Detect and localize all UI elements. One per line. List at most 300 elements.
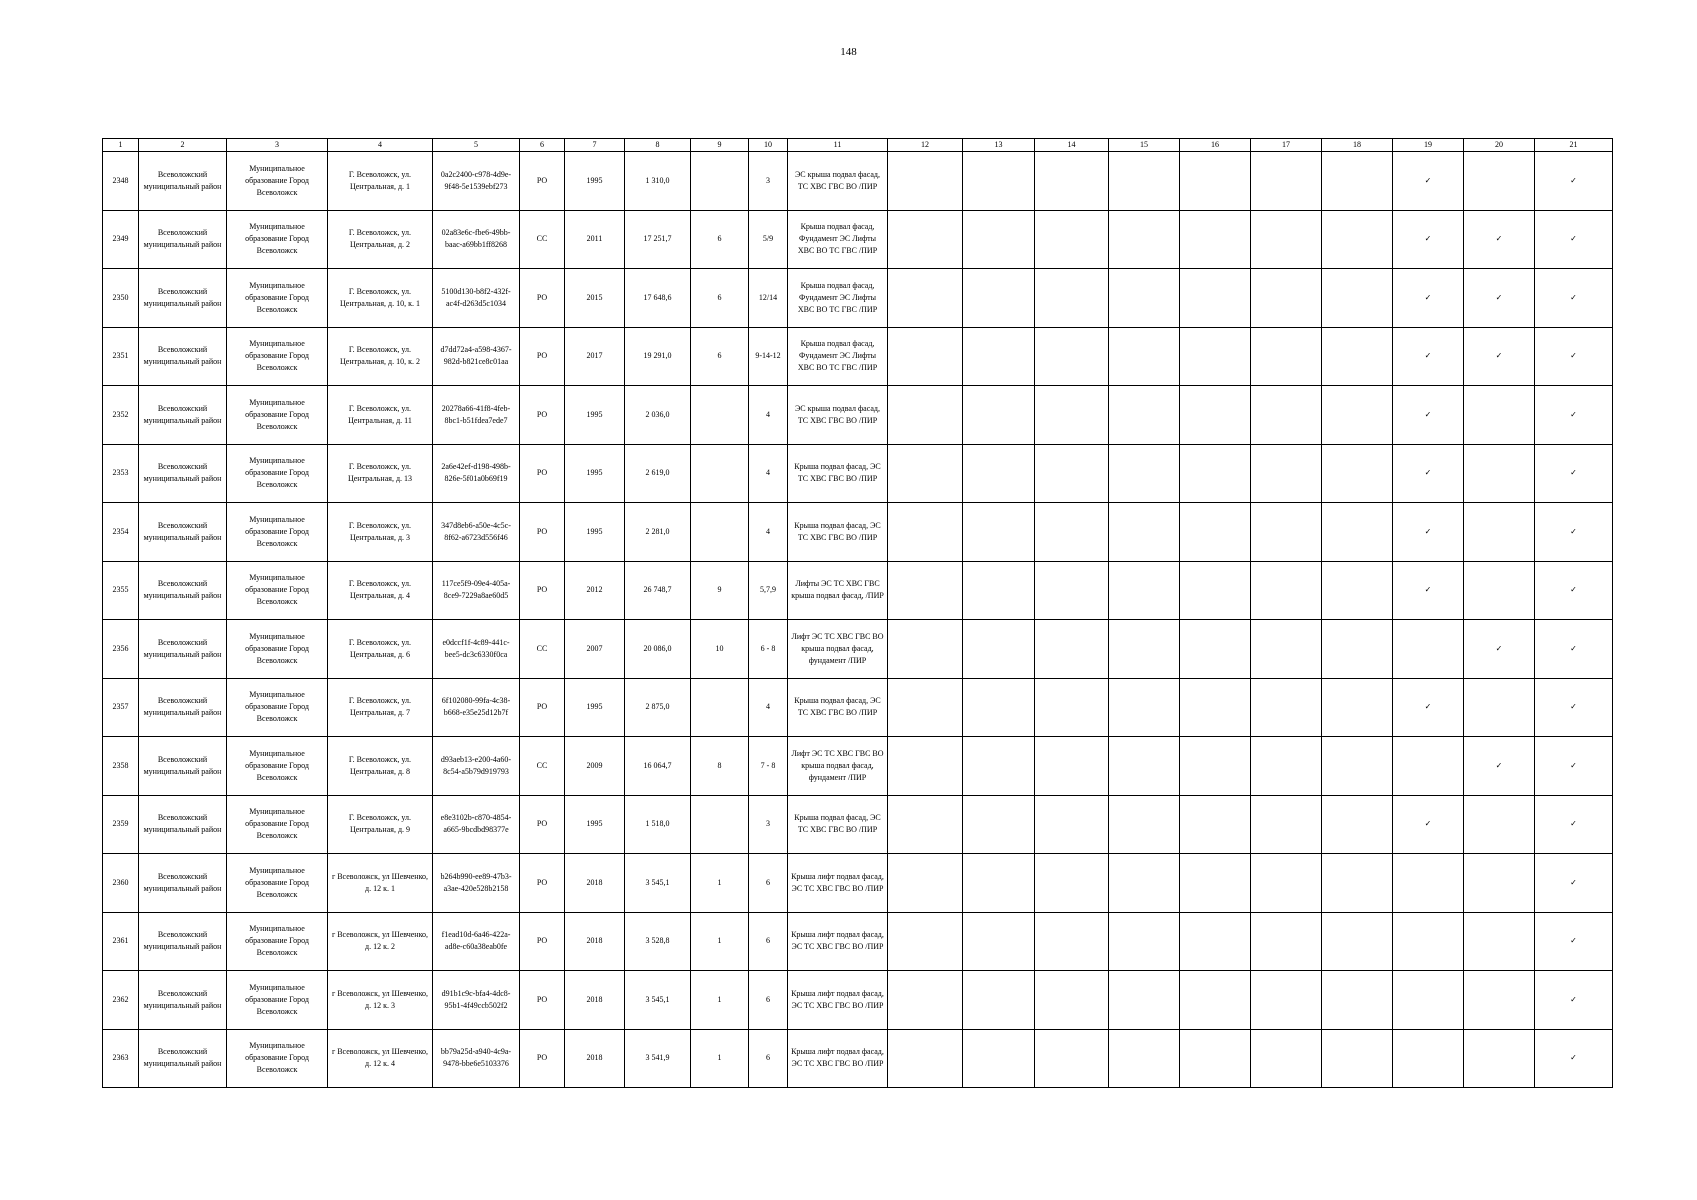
- cell-col-18: [1322, 210, 1393, 269]
- cell-col-3: Муниципальное образование Город Всеволожск: [227, 737, 328, 796]
- column-header-1: 1: [103, 139, 139, 152]
- table-row: [103, 269, 1613, 328]
- cell-col-2: Всеволожский муниципальный район: [139, 561, 227, 620]
- cell-col-4: Г. Всеволожск, ул. Центральная, д. 11: [328, 386, 433, 445]
- cell-col-19: ✓: [1393, 678, 1464, 737]
- cell-col-16: [1180, 678, 1251, 737]
- cell-col-12: [888, 152, 963, 211]
- cell-col-1: 2349: [103, 210, 139, 269]
- cell-col-16: [1180, 561, 1251, 620]
- cell-col-6: РО: [520, 386, 565, 445]
- cell-col-21: ✓: [1535, 503, 1613, 562]
- cell-col-18: [1322, 386, 1393, 445]
- cell-col-16: [1180, 503, 1251, 562]
- cell-col-4: г Всеволожск, ул Шевченко, д. 12 к. 4: [328, 1029, 433, 1088]
- cell-col-14: [1035, 737, 1109, 796]
- cell-col-11: Лифт ЭС ТС ХВС ГВС ВО крыша подвал фасад, фундамент /ПИР: [788, 620, 888, 679]
- cell-col-12: [888, 912, 963, 971]
- cell-col-14: [1035, 386, 1109, 445]
- cell-col-11: Крыша лифт подвал фасад, ЭС ТС ХВС ГВС ВО /ПИР: [788, 1029, 888, 1088]
- cell-col-12: [888, 327, 963, 386]
- cell-col-15: [1109, 561, 1180, 620]
- cell-col-18: [1322, 620, 1393, 679]
- cell-col-13: [963, 327, 1035, 386]
- cell-col-7: 2018: [565, 971, 625, 1030]
- cell-col-11: Крыша подвал фасад, Фундамент ЭС Лифты ХВС ВО ТС ГВС /ПИР: [788, 269, 888, 328]
- cell-col-10: 7 - 8: [749, 737, 788, 796]
- cell-col-7: 1995: [565, 152, 625, 211]
- cell-col-5: f1ead10d-6a46-422a-ad8e-c60a38eab0fe: [433, 912, 520, 971]
- cell-col-13: [963, 737, 1035, 796]
- cell-col-7: 2018: [565, 1029, 625, 1088]
- cell-col-19: [1393, 737, 1464, 796]
- cell-col-9: 9: [691, 561, 749, 620]
- cell-col-13: [963, 678, 1035, 737]
- cell-col-9: 6: [691, 269, 749, 328]
- cell-col-8: 1 518,0: [625, 795, 691, 854]
- cell-col-1: 2350: [103, 269, 139, 328]
- cell-col-5: d93aeb13-e200-4a60-8c54-a5b79d919793: [433, 737, 520, 796]
- cell-col-20: [1464, 386, 1535, 445]
- cell-col-21: ✓: [1535, 795, 1613, 854]
- cell-col-2: Всеволожский муниципальный район: [139, 912, 227, 971]
- cell-col-6: РО: [520, 269, 565, 328]
- cell-col-8: 2 281,0: [625, 503, 691, 562]
- cell-col-5: 347d8eb6-a50e-4c5c-8f62-a6723d556f46: [433, 503, 520, 562]
- cell-col-4: Г. Всеволожск, ул. Центральная, д. 1: [328, 152, 433, 211]
- cell-col-2: Всеволожский муниципальный район: [139, 386, 227, 445]
- cell-col-4: Г. Всеволожск, ул. Центральная, д. 10, к. 1: [328, 269, 433, 328]
- cell-col-13: [963, 912, 1035, 971]
- cell-col-1: 2361: [103, 912, 139, 971]
- cell-col-14: [1035, 152, 1109, 211]
- cell-col-18: [1322, 152, 1393, 211]
- cell-col-16: [1180, 444, 1251, 503]
- cell-col-19: ✓: [1393, 444, 1464, 503]
- cell-col-21: ✓: [1535, 737, 1613, 796]
- cell-col-17: [1251, 678, 1322, 737]
- cell-col-8: 3 528,8: [625, 912, 691, 971]
- cell-col-21: ✓: [1535, 1029, 1613, 1088]
- cell-col-3: Муниципальное образование Город Всеволожск: [227, 912, 328, 971]
- cell-col-9: 1: [691, 854, 749, 913]
- cell-col-17: [1251, 561, 1322, 620]
- cell-col-4: Г. Всеволожск, ул. Центральная, д. 4: [328, 561, 433, 620]
- cell-col-14: [1035, 795, 1109, 854]
- column-header-19: 19: [1393, 139, 1464, 152]
- cell-col-18: [1322, 971, 1393, 1030]
- cell-col-17: [1251, 503, 1322, 562]
- cell-col-5: e0dccf1f-4c89-441c-bee5-dc3c6330f0ca: [433, 620, 520, 679]
- cell-col-5: 6f102080-99fa-4c38-b668-e35e25d12b7f: [433, 678, 520, 737]
- cell-col-4: Г. Всеволожск, ул. Центральная, д. 3: [328, 503, 433, 562]
- cell-col-13: [963, 269, 1035, 328]
- cell-col-7: 1995: [565, 503, 625, 562]
- cell-col-7: 1995: [565, 444, 625, 503]
- cell-col-8: 19 291,0: [625, 327, 691, 386]
- cell-col-10: 6: [749, 912, 788, 971]
- cell-col-15: [1109, 795, 1180, 854]
- cell-col-10: 4: [749, 678, 788, 737]
- cell-col-5: 117ce5f9-09e4-405a-8ce9-7229a8ae60d5: [433, 561, 520, 620]
- table-row: [103, 444, 1613, 503]
- cell-col-2: Всеволожский муниципальный район: [139, 1029, 227, 1088]
- cell-col-3: Муниципальное образование Город Всеволожск: [227, 503, 328, 562]
- column-header-7: 7: [565, 139, 625, 152]
- cell-col-17: [1251, 854, 1322, 913]
- cell-col-21: ✓: [1535, 854, 1613, 913]
- cell-col-2: Всеволожский муниципальный район: [139, 795, 227, 854]
- page-number: 148: [840, 46, 857, 58]
- cell-col-15: [1109, 152, 1180, 211]
- cell-col-11: Крыша подвал фасад, ЭС ТС ХВС ГВС ВО /ПИР: [788, 678, 888, 737]
- cell-col-6: РО: [520, 561, 565, 620]
- cell-col-8: 3 545,1: [625, 854, 691, 913]
- column-header-15: 15: [1109, 139, 1180, 152]
- cell-col-19: ✓: [1393, 269, 1464, 328]
- cell-col-6: РО: [520, 912, 565, 971]
- column-header-8: 8: [625, 139, 691, 152]
- cell-col-5: 2a6e42ef-d198-498b-826e-5f01a0b69f19: [433, 444, 520, 503]
- cell-col-6: РО: [520, 1029, 565, 1088]
- cell-col-10: 6: [749, 1029, 788, 1088]
- cell-col-4: Г. Всеволожск, ул. Центральная, д. 8: [328, 737, 433, 796]
- cell-col-7: 2007: [565, 620, 625, 679]
- cell-col-7: 2017: [565, 327, 625, 386]
- cell-col-5: d7dd72a4-a598-4367-982d-b821ce8c01aa: [433, 327, 520, 386]
- cell-col-5: 5100d130-b8f2-432f-ac4f-d263d5c1034: [433, 269, 520, 328]
- cell-col-21: ✓: [1535, 678, 1613, 737]
- column-header-10: 10: [749, 139, 788, 152]
- cell-col-18: [1322, 912, 1393, 971]
- cell-col-12: [888, 561, 963, 620]
- cell-col-14: [1035, 210, 1109, 269]
- cell-col-15: [1109, 327, 1180, 386]
- cell-col-18: [1322, 678, 1393, 737]
- cell-col-15: [1109, 444, 1180, 503]
- cell-col-4: Г. Всеволожск, ул. Центральная, д. 13: [328, 444, 433, 503]
- cell-col-9: [691, 678, 749, 737]
- cell-col-3: Муниципальное образование Город Всеволожск: [227, 386, 328, 445]
- cell-col-10: 3: [749, 795, 788, 854]
- cell-col-9: 10: [691, 620, 749, 679]
- table-row: [103, 1029, 1613, 1088]
- cell-col-16: [1180, 795, 1251, 854]
- cell-col-16: [1180, 1029, 1251, 1088]
- cell-col-6: РО: [520, 503, 565, 562]
- cell-col-20: [1464, 444, 1535, 503]
- cell-col-20: [1464, 152, 1535, 211]
- cell-col-3: Муниципальное образование Город Всеволожск: [227, 269, 328, 328]
- cell-col-11: Крыша подвал фасад, ЭС ТС ХВС ГВС ВО /ПИР: [788, 795, 888, 854]
- cell-col-18: [1322, 327, 1393, 386]
- cell-col-13: [963, 795, 1035, 854]
- table-row: [103, 386, 1613, 445]
- cell-col-17: [1251, 971, 1322, 1030]
- cell-col-3: Муниципальное образование Город Всеволожск: [227, 444, 328, 503]
- cell-col-14: [1035, 503, 1109, 562]
- cell-col-4: Г. Всеволожск, ул. Центральная, д. 10, к. 2: [328, 327, 433, 386]
- cell-col-19: [1393, 854, 1464, 913]
- cell-col-9: [691, 386, 749, 445]
- cell-col-11: Крыша лифт подвал фасад, ЭС ТС ХВС ГВС ВО /ПИР: [788, 854, 888, 913]
- cell-col-11: Крыша подвал фасад, ЭС ТС ХВС ГВС ВО /ПИР: [788, 444, 888, 503]
- cell-col-6: РО: [520, 795, 565, 854]
- cell-col-6: СС: [520, 620, 565, 679]
- table-row: [103, 210, 1613, 269]
- cell-col-8: 16 064,7: [625, 737, 691, 796]
- cell-col-12: [888, 1029, 963, 1088]
- cell-col-11: Крыша подвал фасад, Фундамент ЭС Лифты ХВС ВО ТС ГВС /ПИР: [788, 210, 888, 269]
- column-header-17: 17: [1251, 139, 1322, 152]
- cell-col-14: [1035, 854, 1109, 913]
- cell-col-7: 2018: [565, 912, 625, 971]
- cell-col-1: 2353: [103, 444, 139, 503]
- cell-col-10: 12/14: [749, 269, 788, 328]
- cell-col-14: [1035, 1029, 1109, 1088]
- cell-col-19: ✓: [1393, 210, 1464, 269]
- cell-col-17: [1251, 620, 1322, 679]
- cell-col-16: [1180, 269, 1251, 328]
- column-header-21: 21: [1535, 139, 1613, 152]
- cell-col-6: РО: [520, 327, 565, 386]
- cell-col-10: 6: [749, 854, 788, 913]
- cell-col-21: ✓: [1535, 152, 1613, 211]
- cell-col-12: [888, 210, 963, 269]
- cell-col-10: 4: [749, 444, 788, 503]
- cell-col-13: [963, 503, 1035, 562]
- cell-col-8: 2 619,0: [625, 444, 691, 503]
- cell-col-21: ✓: [1535, 912, 1613, 971]
- cell-col-9: 1: [691, 971, 749, 1030]
- cell-col-5: d91b1c9c-bfa4-4dc8-95b1-4f49ccb502f2: [433, 971, 520, 1030]
- cell-col-12: [888, 854, 963, 913]
- cell-col-3: Муниципальное образование Город Всеволожск: [227, 152, 328, 211]
- cell-col-10: 5/9: [749, 210, 788, 269]
- cell-col-17: [1251, 269, 1322, 328]
- cell-col-6: РО: [520, 971, 565, 1030]
- cell-col-11: Лифты ЭС ТС ХВС ГВС крыша подвал фасад, /ПИР: [788, 561, 888, 620]
- cell-col-15: [1109, 620, 1180, 679]
- cell-col-14: [1035, 444, 1109, 503]
- cell-col-14: [1035, 678, 1109, 737]
- cell-col-17: [1251, 1029, 1322, 1088]
- cell-col-16: [1180, 327, 1251, 386]
- cell-col-12: [888, 386, 963, 445]
- cell-col-13: [963, 620, 1035, 679]
- cell-col-10: 6: [749, 971, 788, 1030]
- cell-col-20: ✓: [1464, 269, 1535, 328]
- cell-col-13: [963, 854, 1035, 913]
- cell-col-15: [1109, 386, 1180, 445]
- column-header-2: 2: [139, 139, 227, 152]
- cell-col-7: 1995: [565, 678, 625, 737]
- cell-col-18: [1322, 854, 1393, 913]
- cell-col-4: Г. Всеволожск, ул. Центральная, д. 7: [328, 678, 433, 737]
- cell-col-3: Муниципальное образование Город Всеволожск: [227, 971, 328, 1030]
- cell-col-19: [1393, 620, 1464, 679]
- cell-col-18: [1322, 503, 1393, 562]
- cell-col-19: [1393, 912, 1464, 971]
- cell-col-7: 1995: [565, 795, 625, 854]
- cell-col-13: [963, 210, 1035, 269]
- cell-col-13: [963, 386, 1035, 445]
- cell-col-11: Крыша подвал фасад, Фундамент ЭС Лифты ХВС ВО ТС ГВС /ПИР: [788, 327, 888, 386]
- cell-col-9: [691, 444, 749, 503]
- cell-col-15: [1109, 854, 1180, 913]
- cell-col-17: [1251, 152, 1322, 211]
- cell-col-8: 1 310,0: [625, 152, 691, 211]
- cell-col-16: [1180, 386, 1251, 445]
- cell-col-3: Муниципальное образование Город Всеволожск: [227, 678, 328, 737]
- cell-col-15: [1109, 912, 1180, 971]
- table-row: [103, 678, 1613, 737]
- cell-col-12: [888, 503, 963, 562]
- cell-col-4: г Всеволожск, ул Шевченко, д. 12 к. 1: [328, 854, 433, 913]
- cell-col-21: ✓: [1535, 269, 1613, 328]
- cell-col-9: [691, 795, 749, 854]
- cell-col-10: 6 - 8: [749, 620, 788, 679]
- cell-col-3: Муниципальное образование Город Всеволожск: [227, 561, 328, 620]
- cell-col-17: [1251, 912, 1322, 971]
- column-header-4: 4: [328, 139, 433, 152]
- cell-col-17: [1251, 327, 1322, 386]
- cell-col-20: ✓: [1464, 737, 1535, 796]
- cell-col-18: [1322, 737, 1393, 796]
- table-row: [103, 152, 1613, 211]
- cell-col-1: 2352: [103, 386, 139, 445]
- cell-col-5: e8e3102b-c870-4854-a665-9bcdbd98377e: [433, 795, 520, 854]
- cell-col-14: [1035, 327, 1109, 386]
- cell-col-5: 02a83e6c-fbe6-49bb-baac-a69bb1ff8268: [433, 210, 520, 269]
- cell-col-15: [1109, 210, 1180, 269]
- cell-col-8: 26 748,7: [625, 561, 691, 620]
- cell-col-9: 6: [691, 210, 749, 269]
- table-row: [103, 971, 1613, 1030]
- cell-col-3: Муниципальное образование Город Всеволожск: [227, 1029, 328, 1088]
- cell-col-17: [1251, 210, 1322, 269]
- table-row: [103, 503, 1613, 562]
- cell-col-1: 2348: [103, 152, 139, 211]
- cell-col-16: [1180, 737, 1251, 796]
- cell-col-1: 2359: [103, 795, 139, 854]
- cell-col-21: ✓: [1535, 386, 1613, 445]
- cell-col-13: [963, 1029, 1035, 1088]
- cell-col-8: 3 545,1: [625, 971, 691, 1030]
- cell-col-1: 2363: [103, 1029, 139, 1088]
- cell-col-3: Муниципальное образование Город Всеволожск: [227, 795, 328, 854]
- cell-col-6: РО: [520, 444, 565, 503]
- cell-col-11: Крыша подвал фасад, ЭС ТС ХВС ГВС ВО /ПИР: [788, 503, 888, 562]
- cell-col-14: [1035, 971, 1109, 1030]
- table-row: [103, 327, 1613, 386]
- cell-col-15: [1109, 503, 1180, 562]
- cell-col-7: 2011: [565, 210, 625, 269]
- table-row: [103, 854, 1613, 913]
- cell-col-19: [1393, 1029, 1464, 1088]
- column-header-16: 16: [1180, 139, 1251, 152]
- column-header-12: 12: [888, 139, 963, 152]
- cell-col-9: [691, 503, 749, 562]
- cell-col-14: [1035, 269, 1109, 328]
- cell-col-20: [1464, 971, 1535, 1030]
- cell-col-16: [1180, 971, 1251, 1030]
- cell-col-20: [1464, 912, 1535, 971]
- cell-col-2: Всеволожский муниципальный район: [139, 503, 227, 562]
- cell-col-5: b264b990-ee89-47b3-a3ae-420e528b2158: [433, 854, 520, 913]
- cell-col-11: ЭС крыша подвал фасад, ТС ХВС ГВС ВО /ПИР: [788, 386, 888, 445]
- cell-col-12: [888, 444, 963, 503]
- cell-col-8: 20 086,0: [625, 620, 691, 679]
- cell-col-20: [1464, 561, 1535, 620]
- cell-col-20: ✓: [1464, 327, 1535, 386]
- column-header-5: 5: [433, 139, 520, 152]
- cell-col-10: 9-14-12: [749, 327, 788, 386]
- cell-col-2: Всеволожский муниципальный район: [139, 269, 227, 328]
- cell-col-1: 2362: [103, 971, 139, 1030]
- cell-col-12: [888, 971, 963, 1030]
- cell-col-10: 3: [749, 152, 788, 211]
- cell-col-14: [1035, 912, 1109, 971]
- cell-col-20: [1464, 854, 1535, 913]
- cell-col-4: г Всеволожск, ул Шевченко, д. 12 к. 3: [328, 971, 433, 1030]
- cell-col-21: ✓: [1535, 444, 1613, 503]
- cell-col-3: Муниципальное образование Город Всеволожск: [227, 210, 328, 269]
- cell-col-4: Г. Всеволожск, ул. Центральная, д. 6: [328, 620, 433, 679]
- cell-col-15: [1109, 1029, 1180, 1088]
- cell-col-5: 0a2c2400-c978-4d9e-9f48-5e1539ebf273: [433, 152, 520, 211]
- cell-col-9: 8: [691, 737, 749, 796]
- cell-col-7: 2015: [565, 269, 625, 328]
- cell-col-1: 2354: [103, 503, 139, 562]
- cell-col-21: ✓: [1535, 971, 1613, 1030]
- column-header-18: 18: [1322, 139, 1393, 152]
- cell-col-9: [691, 152, 749, 211]
- cell-col-20: [1464, 1029, 1535, 1088]
- cell-col-1: 2357: [103, 678, 139, 737]
- housing-program-table: [102, 138, 1613, 1088]
- cell-col-18: [1322, 561, 1393, 620]
- cell-col-9: 6: [691, 327, 749, 386]
- cell-col-9: 1: [691, 1029, 749, 1088]
- cell-col-8: 17 251,7: [625, 210, 691, 269]
- cell-col-19: ✓: [1393, 503, 1464, 562]
- cell-col-14: [1035, 620, 1109, 679]
- cell-col-17: [1251, 386, 1322, 445]
- cell-col-4: г Всеволожск, ул Шевченко, д. 12 к. 2: [328, 912, 433, 971]
- table-body: [103, 152, 1613, 1088]
- column-number-row: [103, 139, 1613, 152]
- cell-col-12: [888, 620, 963, 679]
- cell-col-13: [963, 152, 1035, 211]
- cell-col-14: [1035, 561, 1109, 620]
- cell-col-13: [963, 561, 1035, 620]
- cell-col-16: [1180, 620, 1251, 679]
- cell-col-2: Всеволожский муниципальный район: [139, 854, 227, 913]
- column-header-11: 11: [788, 139, 888, 152]
- cell-col-17: [1251, 737, 1322, 796]
- cell-col-4: Г. Всеволожск, ул. Центральная, д. 9: [328, 795, 433, 854]
- cell-col-18: [1322, 795, 1393, 854]
- cell-col-2: Всеволожский муниципальный район: [139, 152, 227, 211]
- column-header-13: 13: [963, 139, 1035, 152]
- cell-col-2: Всеволожский муниципальный район: [139, 327, 227, 386]
- cell-col-15: [1109, 971, 1180, 1030]
- cell-col-18: [1322, 444, 1393, 503]
- cell-col-11: Крыша лифт подвал фасад, ЭС ТС ХВС ГВС ВО /ПИР: [788, 912, 888, 971]
- cell-col-13: [963, 444, 1035, 503]
- cell-col-19: ✓: [1393, 386, 1464, 445]
